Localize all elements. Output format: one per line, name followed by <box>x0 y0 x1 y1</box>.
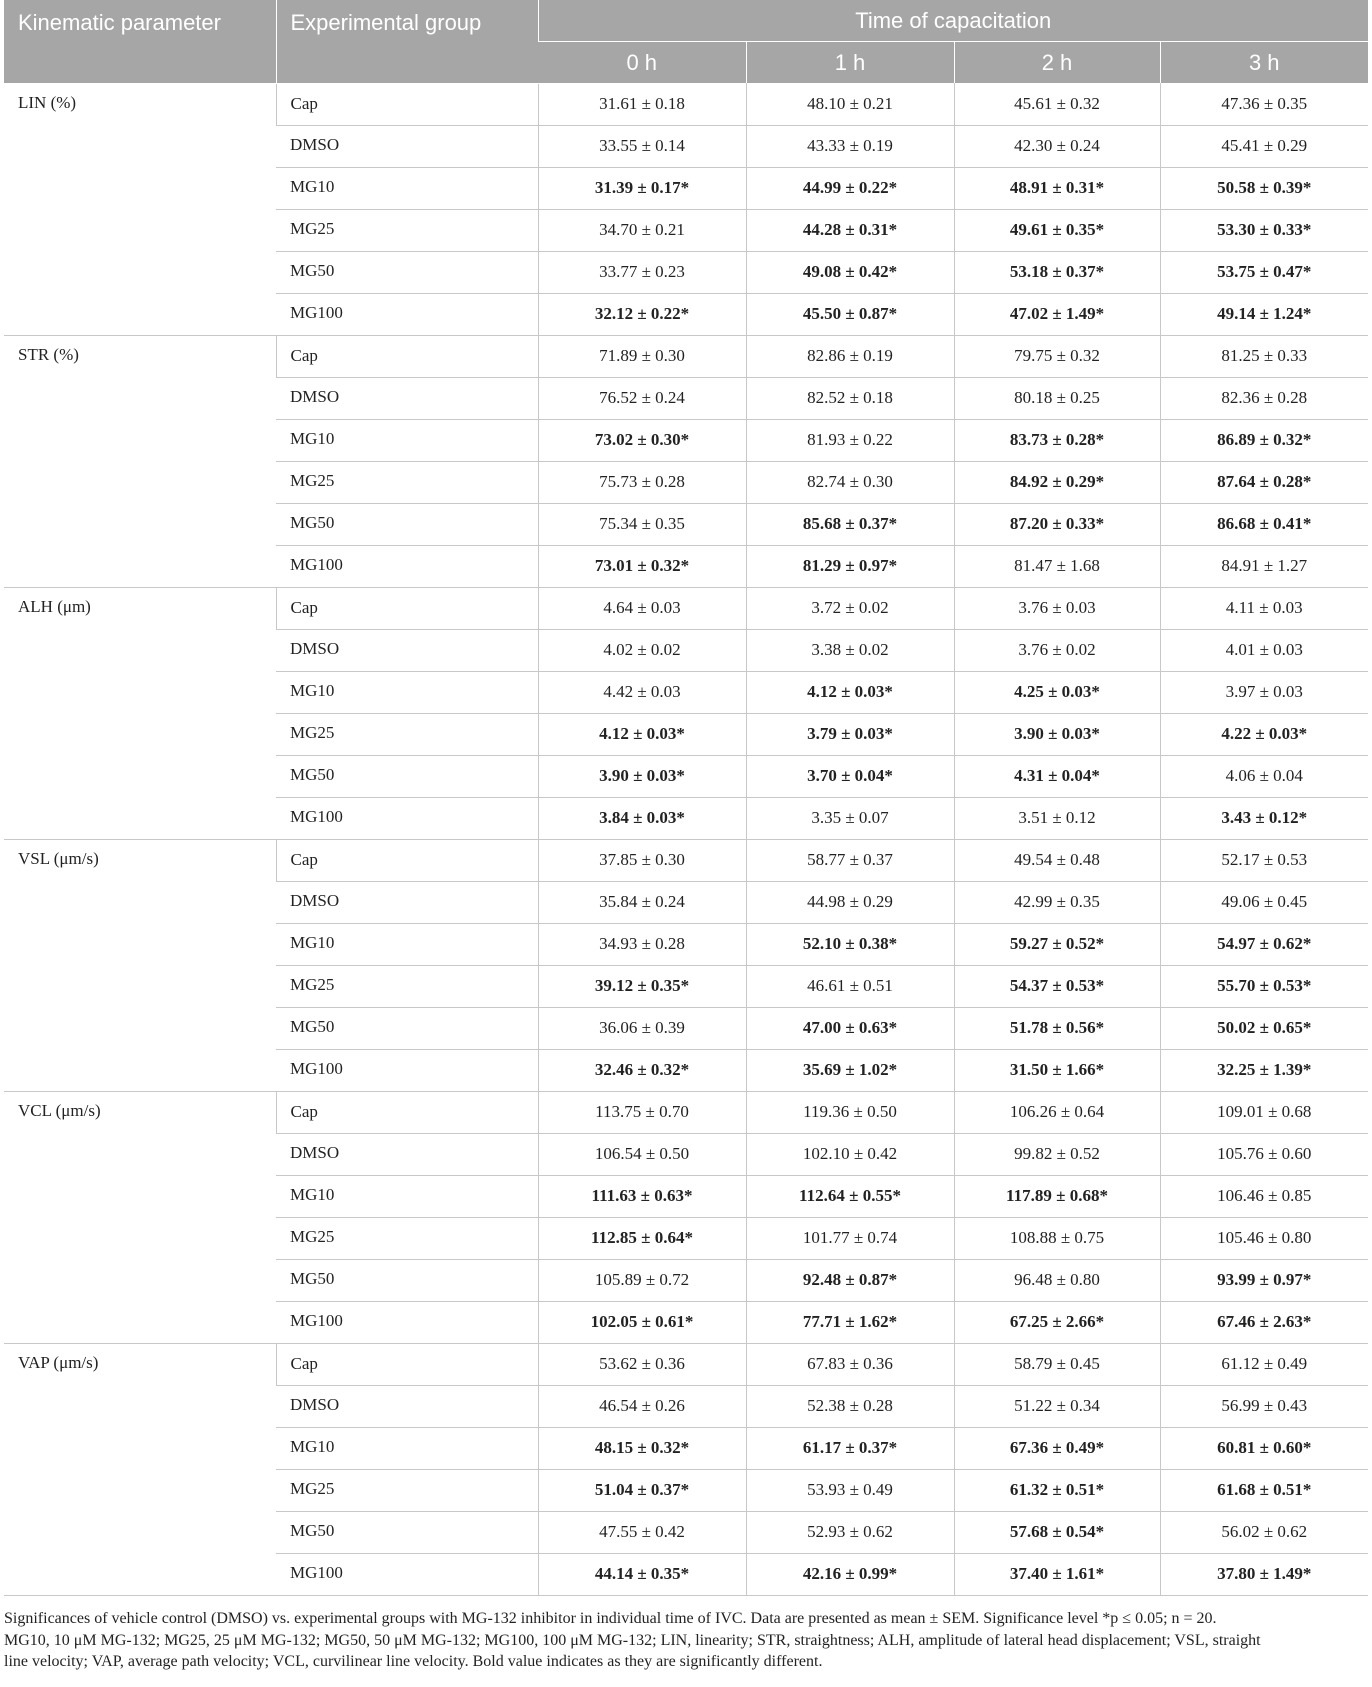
group-cell: MG25 <box>276 1217 538 1259</box>
value-cell: 112.64 ± 0.55* <box>746 1175 954 1217</box>
group-cell: MG25 <box>276 461 538 503</box>
value-cell: 48.91 ± 0.31* <box>954 167 1160 209</box>
footnote-line: Significances of vehicle control (DMSO) vs. experimental groups with MG-132 inhibitor in individual time of IVC. Data are presented as mean ± SEM. Significance level *p ≤ 0.05; n = 20. <box>4 1610 1217 1627</box>
value-cell: 81.47 ± 1.68 <box>954 545 1160 587</box>
value-cell: 58.79 ± 0.45 <box>954 1343 1160 1385</box>
group-cell: Cap <box>276 1091 538 1133</box>
table-row <box>4 839 1368 881</box>
value-cell: 77.71 ± 1.62* <box>746 1301 954 1343</box>
group-cell: DMSO <box>276 629 538 671</box>
value-cell: 54.97 ± 0.62* <box>1160 923 1368 965</box>
value-cell: 119.36 ± 0.50 <box>746 1091 954 1133</box>
value-cell: 48.15 ± 0.32* <box>538 1427 746 1469</box>
value-cell: 4.02 ± 0.02 <box>538 629 746 671</box>
table-row <box>4 335 1368 377</box>
value-cell: 31.50 ± 1.66* <box>954 1049 1160 1091</box>
group-cell: MG50 <box>276 755 538 797</box>
value-cell: 43.33 ± 0.19 <box>746 125 954 167</box>
value-cell: 55.70 ± 0.53* <box>1160 965 1368 1007</box>
value-cell: 56.99 ± 0.43 <box>1160 1385 1368 1427</box>
value-cell: 3.70 ± 0.04* <box>746 755 954 797</box>
value-cell: 82.86 ± 0.19 <box>746 335 954 377</box>
group-cell: DMSO <box>276 1385 538 1427</box>
value-cell: 37.40 ± 1.61* <box>954 1553 1160 1595</box>
value-cell: 83.73 ± 0.28* <box>954 419 1160 461</box>
group-cell: MG100 <box>276 293 538 335</box>
value-cell: 52.38 ± 0.28 <box>746 1385 954 1427</box>
value-cell: 45.61 ± 0.32 <box>954 83 1160 125</box>
value-cell: 61.68 ± 0.51* <box>1160 1469 1368 1511</box>
header-time-0h: 0 h <box>538 42 746 84</box>
kinematic-table <box>4 0 1368 1596</box>
value-cell: 48.10 ± 0.21 <box>746 83 954 125</box>
table-header <box>4 0 1368 83</box>
value-cell: 102.10 ± 0.42 <box>746 1133 954 1175</box>
value-cell: 33.55 ± 0.14 <box>538 125 746 167</box>
value-cell: 99.82 ± 0.52 <box>954 1133 1160 1175</box>
value-cell: 51.22 ± 0.34 <box>954 1385 1160 1427</box>
group-cell: MG25 <box>276 209 538 251</box>
value-cell: 92.48 ± 0.87* <box>746 1259 954 1301</box>
value-cell: 4.31 ± 0.04* <box>954 755 1160 797</box>
parameter-cell: VSL (μm/s) <box>4 839 276 1091</box>
header-time-1h: 1 h <box>746 42 954 84</box>
value-cell: 4.01 ± 0.03 <box>1160 629 1368 671</box>
value-cell: 3.43 ± 0.12* <box>1160 797 1368 839</box>
group-cell: MG50 <box>276 1007 538 1049</box>
value-cell: 79.75 ± 0.32 <box>954 335 1160 377</box>
value-cell: 84.92 ± 0.29* <box>954 461 1160 503</box>
value-cell: 4.25 ± 0.03* <box>954 671 1160 713</box>
value-cell: 31.39 ± 0.17* <box>538 167 746 209</box>
value-cell: 33.77 ± 0.23 <box>538 251 746 293</box>
value-cell: 4.06 ± 0.04 <box>1160 755 1368 797</box>
group-cell: DMSO <box>276 1133 538 1175</box>
value-cell: 108.88 ± 0.75 <box>954 1217 1160 1259</box>
value-cell: 51.78 ± 0.56* <box>954 1007 1160 1049</box>
value-cell: 49.61 ± 0.35* <box>954 209 1160 251</box>
parameter-cell: LIN (%) <box>4 83 276 335</box>
group-cell: Cap <box>276 587 538 629</box>
parameter-cell: STR (%) <box>4 335 276 587</box>
value-cell: 49.08 ± 0.42* <box>746 251 954 293</box>
value-cell: 96.48 ± 0.80 <box>954 1259 1160 1301</box>
group-cell: MG10 <box>276 923 538 965</box>
group-cell: Cap <box>276 1343 538 1385</box>
value-cell: 3.51 ± 0.12 <box>954 797 1160 839</box>
value-cell: 35.84 ± 0.24 <box>538 881 746 923</box>
value-cell: 53.93 ± 0.49 <box>746 1469 954 1511</box>
value-cell: 84.91 ± 1.27 <box>1160 545 1368 587</box>
value-cell: 35.69 ± 1.02* <box>746 1049 954 1091</box>
group-cell: MG100 <box>276 545 538 587</box>
value-cell: 106.26 ± 0.64 <box>954 1091 1160 1133</box>
group-cell: MG10 <box>276 1427 538 1469</box>
footnote-line: line velocity; VAP, average path velocity; VCL, curvilinear line velocity. Bold value indicates as they are significantly different. <box>4 1653 823 1670</box>
value-cell: 101.77 ± 0.74 <box>746 1217 954 1259</box>
value-cell: 82.74 ± 0.30 <box>746 461 954 503</box>
value-cell: 3.76 ± 0.02 <box>954 629 1160 671</box>
value-cell: 75.73 ± 0.28 <box>538 461 746 503</box>
value-cell: 81.29 ± 0.97* <box>746 545 954 587</box>
value-cell: 52.93 ± 0.62 <box>746 1511 954 1553</box>
table-row <box>4 1091 1368 1133</box>
header-time: Time of capacitation <box>538 0 1368 42</box>
group-cell: MG100 <box>276 1301 538 1343</box>
value-cell: 106.46 ± 0.85 <box>1160 1175 1368 1217</box>
value-cell: 85.68 ± 0.37* <box>746 503 954 545</box>
value-cell: 87.64 ± 0.28* <box>1160 461 1368 503</box>
value-cell: 61.17 ± 0.37* <box>746 1427 954 1469</box>
value-cell: 45.41 ± 0.29 <box>1160 125 1368 167</box>
value-cell: 53.62 ± 0.36 <box>538 1343 746 1385</box>
value-cell: 49.54 ± 0.48 <box>954 839 1160 881</box>
parameter-cell: VCL (μm/s) <box>4 1091 276 1343</box>
group-cell: MG50 <box>276 1259 538 1301</box>
value-cell: 57.68 ± 0.54* <box>954 1511 1160 1553</box>
value-cell: 52.17 ± 0.53 <box>1160 839 1368 881</box>
group-cell: MG50 <box>276 1511 538 1553</box>
value-cell: 31.61 ± 0.18 <box>538 83 746 125</box>
value-cell: 113.75 ± 0.70 <box>538 1091 746 1133</box>
group-cell: MG50 <box>276 503 538 545</box>
value-cell: 4.42 ± 0.03 <box>538 671 746 713</box>
value-cell: 44.28 ± 0.31* <box>746 209 954 251</box>
value-cell: 53.75 ± 0.47* <box>1160 251 1368 293</box>
value-cell: 82.36 ± 0.28 <box>1160 377 1368 419</box>
value-cell: 47.02 ± 1.49* <box>954 293 1160 335</box>
group-cell: MG100 <box>276 1553 538 1595</box>
value-cell: 4.64 ± 0.03 <box>538 587 746 629</box>
value-cell: 80.18 ± 0.25 <box>954 377 1160 419</box>
value-cell: 67.46 ± 2.63* <box>1160 1301 1368 1343</box>
value-cell: 102.05 ± 0.61* <box>538 1301 746 1343</box>
value-cell: 32.12 ± 0.22* <box>538 293 746 335</box>
header-time-2h: 2 h <box>954 42 1160 84</box>
group-cell: MG100 <box>276 797 538 839</box>
value-cell: 49.14 ± 1.24* <box>1160 293 1368 335</box>
value-cell: 46.61 ± 0.51 <box>746 965 954 1007</box>
value-cell: 34.93 ± 0.28 <box>538 923 746 965</box>
value-cell: 106.54 ± 0.50 <box>538 1133 746 1175</box>
value-cell: 67.25 ± 2.66* <box>954 1301 1160 1343</box>
group-cell: MG10 <box>276 419 538 461</box>
value-cell: 3.97 ± 0.03 <box>1160 671 1368 713</box>
header-parameter: Kinematic parameter <box>4 0 276 83</box>
group-cell: MG25 <box>276 1469 538 1511</box>
value-cell: 76.52 ± 0.24 <box>538 377 746 419</box>
value-cell: 4.12 ± 0.03* <box>538 713 746 755</box>
value-cell: 37.85 ± 0.30 <box>538 839 746 881</box>
value-cell: 4.12 ± 0.03* <box>746 671 954 713</box>
value-cell: 37.80 ± 1.49* <box>1160 1553 1368 1595</box>
table-row <box>4 83 1368 125</box>
value-cell: 59.27 ± 0.52* <box>954 923 1160 965</box>
parameter-cell: VAP (μm/s) <box>4 1343 276 1595</box>
group-cell: Cap <box>276 83 538 125</box>
value-cell: 61.32 ± 0.51* <box>954 1469 1160 1511</box>
value-cell: 52.10 ± 0.38* <box>746 923 954 965</box>
value-cell: 105.89 ± 0.72 <box>538 1259 746 1301</box>
value-cell: 45.50 ± 0.87* <box>746 293 954 335</box>
value-cell: 56.02 ± 0.62 <box>1160 1511 1368 1553</box>
value-cell: 3.84 ± 0.03* <box>538 797 746 839</box>
value-cell: 3.90 ± 0.03* <box>538 755 746 797</box>
header-group: Experimental group <box>276 0 538 83</box>
value-cell: 3.90 ± 0.03* <box>954 713 1160 755</box>
value-cell: 32.46 ± 0.32* <box>538 1049 746 1091</box>
value-cell: 47.55 ± 0.42 <box>538 1511 746 1553</box>
value-cell: 75.34 ± 0.35 <box>538 503 746 545</box>
value-cell: 47.00 ± 0.63* <box>746 1007 954 1049</box>
value-cell: 86.89 ± 0.32* <box>1160 419 1368 461</box>
footnote-line: MG10, 10 μM MG-132; MG25, 25 μM MG-132; MG50, 50 μM MG-132; MG100, 100 μM MG-132; LIN, linearity; STR, straightness; ALH, amplitude of lateral head displacement; VSL, straight <box>4 1631 1261 1649</box>
group-cell: MG10 <box>276 1175 538 1217</box>
value-cell: 58.77 ± 0.37 <box>746 839 954 881</box>
value-cell: 73.02 ± 0.30* <box>538 419 746 461</box>
value-cell: 50.58 ± 0.39* <box>1160 167 1368 209</box>
value-cell: 67.83 ± 0.36 <box>746 1343 954 1385</box>
group-cell: Cap <box>276 839 538 881</box>
group-cell: MG10 <box>276 671 538 713</box>
table-footnote <box>4 1608 1368 1673</box>
value-cell: 112.85 ± 0.64* <box>538 1217 746 1259</box>
value-cell: 4.11 ± 0.03 <box>1160 587 1368 629</box>
value-cell: 42.99 ± 0.35 <box>954 881 1160 923</box>
table-row <box>4 587 1368 629</box>
value-cell: 42.30 ± 0.24 <box>954 125 1160 167</box>
value-cell: 3.38 ± 0.02 <box>746 629 954 671</box>
value-cell: 53.18 ± 0.37* <box>954 251 1160 293</box>
value-cell: 49.06 ± 0.45 <box>1160 881 1368 923</box>
group-cell: MG25 <box>276 713 538 755</box>
group-cell: Cap <box>276 335 538 377</box>
value-cell: 81.25 ± 0.33 <box>1160 335 1368 377</box>
value-cell: 81.93 ± 0.22 <box>746 419 954 461</box>
table-row <box>4 1343 1368 1385</box>
value-cell: 93.99 ± 0.97* <box>1160 1259 1368 1301</box>
value-cell: 42.16 ± 0.99* <box>746 1553 954 1595</box>
value-cell: 105.76 ± 0.60 <box>1160 1133 1368 1175</box>
value-cell: 51.04 ± 0.37* <box>538 1469 746 1511</box>
value-cell: 44.98 ± 0.29 <box>746 881 954 923</box>
value-cell: 3.35 ± 0.07 <box>746 797 954 839</box>
value-cell: 105.46 ± 0.80 <box>1160 1217 1368 1259</box>
parameter-cell: ALH (μm) <box>4 587 276 839</box>
value-cell: 34.70 ± 0.21 <box>538 209 746 251</box>
value-cell: 73.01 ± 0.32* <box>538 545 746 587</box>
value-cell: 86.68 ± 0.41* <box>1160 503 1368 545</box>
group-cell: MG50 <box>276 251 538 293</box>
value-cell: 53.30 ± 0.33* <box>1160 209 1368 251</box>
value-cell: 39.12 ± 0.35* <box>538 965 746 1007</box>
header-time-3h: 3 h <box>1160 42 1368 84</box>
value-cell: 117.89 ± 0.68* <box>954 1175 1160 1217</box>
value-cell: 87.20 ± 0.33* <box>954 503 1160 545</box>
value-cell: 82.52 ± 0.18 <box>746 377 954 419</box>
group-cell: DMSO <box>276 881 538 923</box>
value-cell: 71.89 ± 0.30 <box>538 335 746 377</box>
value-cell: 54.37 ± 0.53* <box>954 965 1160 1007</box>
value-cell: 3.72 ± 0.02 <box>746 587 954 629</box>
value-cell: 4.22 ± 0.03* <box>1160 713 1368 755</box>
value-cell: 46.54 ± 0.26 <box>538 1385 746 1427</box>
group-cell: DMSO <box>276 377 538 419</box>
value-cell: 3.76 ± 0.03 <box>954 587 1160 629</box>
value-cell: 32.25 ± 1.39* <box>1160 1049 1368 1091</box>
table-body <box>4 83 1368 1595</box>
value-cell: 3.79 ± 0.03* <box>746 713 954 755</box>
group-cell: MG100 <box>276 1049 538 1091</box>
value-cell: 50.02 ± 0.65* <box>1160 1007 1368 1049</box>
value-cell: 109.01 ± 0.68 <box>1160 1091 1368 1133</box>
group-cell: DMSO <box>276 125 538 167</box>
value-cell: 44.99 ± 0.22* <box>746 167 954 209</box>
group-cell: MG10 <box>276 167 538 209</box>
value-cell: 36.06 ± 0.39 <box>538 1007 746 1049</box>
value-cell: 61.12 ± 0.49 <box>1160 1343 1368 1385</box>
value-cell: 44.14 ± 0.35* <box>538 1553 746 1595</box>
value-cell: 67.36 ± 0.49* <box>954 1427 1160 1469</box>
value-cell: 111.63 ± 0.63* <box>538 1175 746 1217</box>
value-cell: 60.81 ± 0.60* <box>1160 1427 1368 1469</box>
value-cell: 47.36 ± 0.35 <box>1160 83 1368 125</box>
group-cell: MG25 <box>276 965 538 1007</box>
